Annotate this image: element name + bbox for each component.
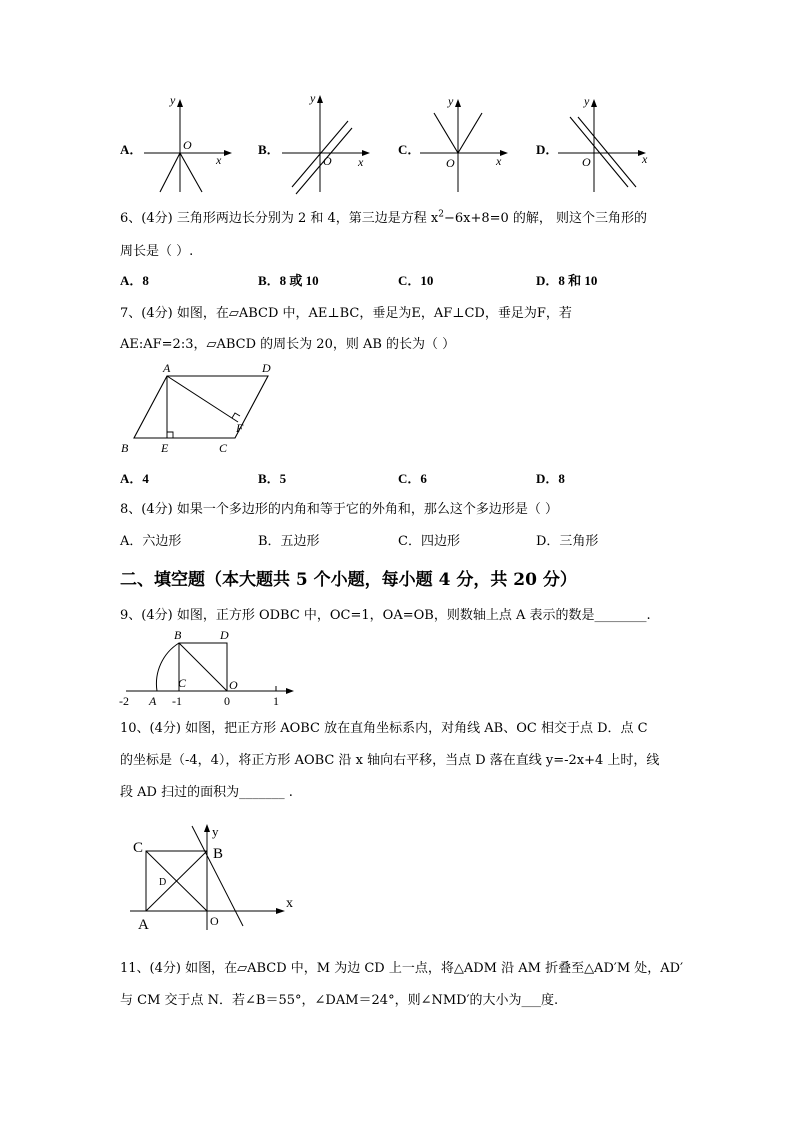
section-heading: 二、填空题（本大题共 5 个小题，每小题 4 分，共 20 分） xyxy=(120,570,577,590)
q7-parallelogram-figure xyxy=(116,360,286,458)
q10-x-label: x xyxy=(286,896,293,911)
q11-stem-line2: 与 CM 交于点 N．若∠B＝55°，∠DAM＝24°，则∠NMD′的大小为___度. xyxy=(120,993,559,1008)
q9-number-line-figure xyxy=(116,626,302,710)
q8-option-d[interactable]: D．三角形 xyxy=(536,534,599,549)
q5-d-x-label: x xyxy=(642,152,648,166)
q7-point-d: D xyxy=(262,361,271,375)
q5-option-c-label[interactable]: C． xyxy=(398,142,421,157)
q5-c-y-label: y xyxy=(448,95,454,108)
q9-tick-1: 1 xyxy=(273,694,279,708)
q8-option-c[interactable]: C．四边形 xyxy=(398,534,460,549)
q7-point-a: A xyxy=(163,361,171,375)
q5-option-c-graph xyxy=(418,95,514,195)
q7-point-b: B xyxy=(121,441,129,455)
q7-option-d[interactable]: D．8 xyxy=(536,471,565,486)
q5-option-a-label[interactable]: A． xyxy=(120,142,143,157)
q7-stem-line2: AE:AF=2:3，▱ABCD 的周长为 20，则 AB 的长为（ ） xyxy=(120,337,456,352)
q7-option-c[interactable]: C．6 xyxy=(398,471,427,486)
q5-a-y-label: y xyxy=(170,95,176,107)
q5-b-origin-label: O xyxy=(323,154,332,168)
q6-stem-line1: 6、(4分) 三角形两边长分别为 2 和 4，第三边是方程 $x^2-6x+8=0$ 的解， 则这个三角形的 xyxy=(120,209,648,226)
q10-coordinate-figure xyxy=(128,822,308,934)
q7-option-b[interactable]: B．5 xyxy=(258,471,287,486)
q10-point-b: B xyxy=(213,846,224,862)
q9-point-c: C xyxy=(178,676,187,690)
q8-option-b[interactable]: B．五边形 xyxy=(258,534,320,549)
q10-y-label: y xyxy=(212,824,219,839)
q6-option-a[interactable]: A．8 xyxy=(120,273,149,288)
q5-b-x-label: x xyxy=(358,155,364,169)
q5-c-x-label: x xyxy=(496,154,502,168)
q9-point-b: B xyxy=(174,628,182,642)
q6-option-c[interactable]: C．10 xyxy=(398,273,434,288)
q7-point-f: F xyxy=(236,421,244,435)
q8-stem: 8、(4分) 如果一个多边形的内角和等于它的外角和，那么这个多边形是（ ） xyxy=(120,502,558,517)
q5-a-x-label: x xyxy=(216,153,222,167)
q7-option-a[interactable]: A．4 xyxy=(120,471,149,486)
q5-option-d-label[interactable]: D． xyxy=(536,142,559,157)
q9-tick-0: 0 xyxy=(224,694,230,708)
q11-stem-line1: 11、(4分) 如图，在▱ABCD 中，M 为边 CD 上一点，将△ADM 沿 AM 折叠至△AD′M 处，AD′ xyxy=(120,961,684,976)
q7-point-c: C xyxy=(219,441,228,455)
q10-point-c: C xyxy=(133,840,144,856)
q10-stem-line2: 的坐标是（-4，4），将正方形 AOBC 沿 x 轴向右平移，当点 D 落在直线 y=-2x+4 上时，线 xyxy=(120,753,660,768)
q5-d-origin-label: O xyxy=(582,155,591,169)
q10-stem-line3: 段 AD 扫过的面积为_______ . xyxy=(120,785,293,800)
q5-option-d-graph xyxy=(556,95,656,195)
q7-point-e: E xyxy=(161,441,169,455)
q9-point-o: O xyxy=(229,678,238,692)
q5-option-a-graph xyxy=(142,95,238,195)
q10-point-a: A xyxy=(138,917,149,933)
q5-option-b-label[interactable]: B． xyxy=(258,142,280,157)
q6-option-d[interactable]: D．8 和 10 xyxy=(536,273,598,288)
q5-a-origin-label: O xyxy=(183,138,192,152)
q10-stem-line1: 10、(4分) 如图，把正方形 AOBC 放在直角坐标系内，对角线 AB、OC 相交于点 D．点 C xyxy=(120,721,648,736)
q5-d-y-label: y xyxy=(584,95,590,108)
q5-c-origin-label: O xyxy=(446,156,455,170)
q7-stem-line1: 7、(4分) 如图，在▱ABCD 中，AE⊥BC，垂足为E，AF⊥CD，垂足为F，若 xyxy=(120,306,572,321)
q5-option-b-graph xyxy=(280,95,376,195)
q9-point-a: A xyxy=(149,694,157,708)
q9-tick-minus2: -2 xyxy=(119,694,129,708)
q8-option-a[interactable]: A．六边形 xyxy=(120,534,182,549)
q10-point-d: D xyxy=(159,877,167,888)
q5-b-y-label: y xyxy=(310,95,316,105)
q6-option-b[interactable]: B．8 或 10 xyxy=(258,273,319,288)
q5-options xyxy=(118,95,678,195)
q6-stem-line2: 周长是（ ）. xyxy=(120,244,194,259)
q10-point-o: O xyxy=(210,914,219,928)
q9-stem: 9、(4分) 如图，正方形 ODBC 中，OC=1，OA=OB，则数轴上点 A 表示的数是________. xyxy=(120,608,651,623)
q9-tick-minus1: -1 xyxy=(172,694,182,708)
q9-point-d: D xyxy=(220,628,229,642)
